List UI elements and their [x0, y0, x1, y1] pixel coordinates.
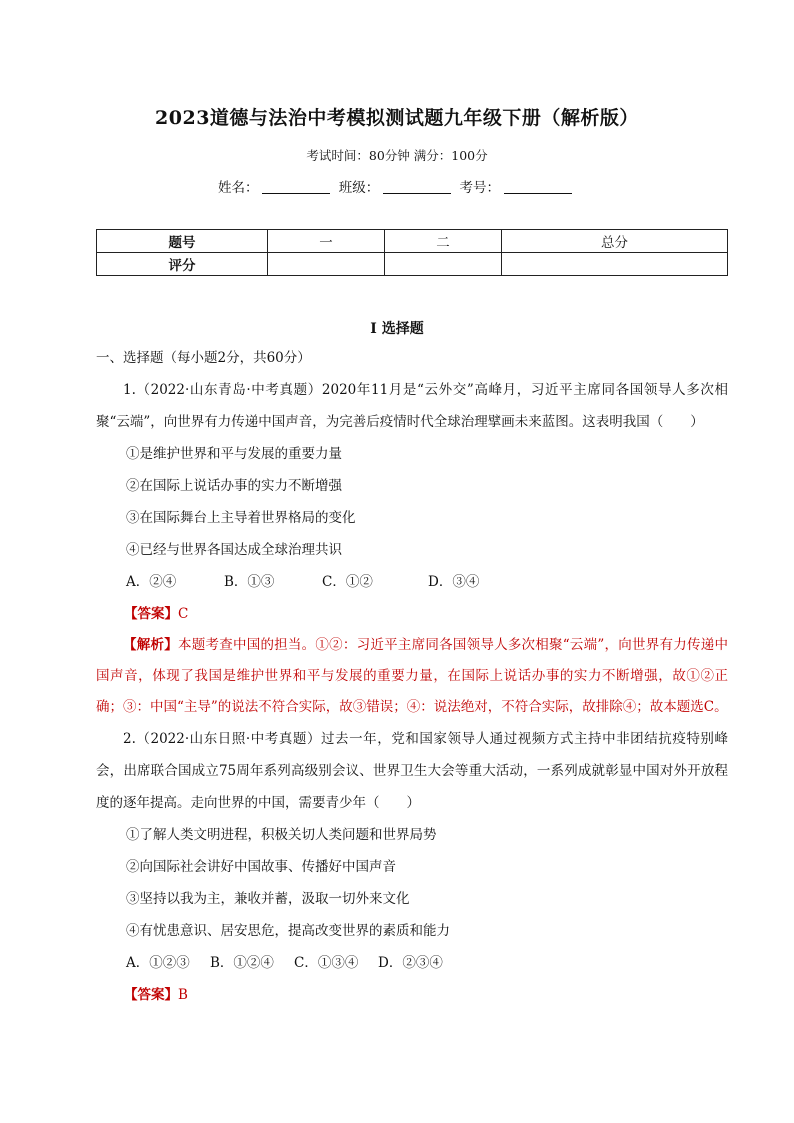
name-label: 姓名： [217, 180, 259, 196]
question-1-option: ①是维护世界和平与发展的重要力量 [126, 446, 342, 462]
score-cell-part-1: 一 [268, 230, 385, 253]
question-1-answer [96, 598, 728, 630]
section-title: I 选择题 [370, 321, 424, 337]
exam-info: 考试时间：80分钟 满分：100分 [306, 148, 488, 163]
section-subtitle: 一、选择题（每小题2分，共60分） [96, 350, 311, 366]
question-2-option: ④有忧患意识、居安思危，提高改变世界的素质和能力 [126, 923, 450, 939]
question-2-choices [96, 947, 728, 979]
number-blank [504, 180, 572, 194]
question-2-answer [96, 979, 728, 1011]
answer-value: C [178, 606, 189, 622]
class-label: 班级： [338, 180, 380, 196]
question-2-option: ①了解人类文明进程，积极关切人类问题和世界局势 [126, 827, 437, 843]
score-table-header-row [97, 230, 728, 253]
question-1-stem: 1.（2022·山东青岛·中考真题）2020年11月是“云外交”高峰月，习近平主席同各国领导人多次相聚“云端”，向世界有力传递中国声音，为完善后疫情时代全球治理擘画未来蓝图。这表明我国（ ） [96, 382, 728, 430]
score-cell-empty [385, 253, 502, 276]
class-blank [383, 180, 451, 194]
score-cell-score-label: 评分 [97, 253, 268, 276]
choice-a: A．②④ [126, 574, 177, 590]
score-table [96, 229, 728, 276]
score-cell-empty [502, 253, 728, 276]
choice-a: A．①②③ [126, 955, 190, 971]
analysis-tag: 【解析】 [123, 637, 178, 653]
choice-d: D．②③④ [378, 955, 443, 971]
score-cell-empty [268, 253, 385, 276]
name-blank [262, 180, 330, 194]
question-1-analysis [96, 630, 728, 723]
score-cell-question-no: 题号 [97, 230, 268, 253]
answer-tag: 【答案】 [124, 987, 178, 1003]
student-info-line [0, 176, 794, 196]
question-1-option: ④已经与世界各国达成全球治理共识 [126, 542, 342, 558]
question-1-choices [96, 566, 728, 598]
choice-c: C．①② [322, 574, 373, 590]
page-title: 2023道德与法治中考模拟测试题九年级下册（解析版） [155, 107, 639, 129]
score-cell-part-2: 二 [385, 230, 502, 253]
question-2-stem: 2.（2022·山东日照·中考真题）过去一年，党和国家领导人通过视频方式主持中非团结抗疫特别峰会，出席联合国成立75周年系列高级别会议、世界卫生大会等重大活动，一系列成就彰显中国对外开放程度的逐年提高。走向世界的中国，需要青少年（ ） [96, 731, 728, 811]
choice-b: B．①③ [224, 574, 275, 590]
question-2-option: ③坚持以我为主，兼收并蓄，汲取一切外来文化 [126, 891, 410, 907]
answer-value: B [178, 987, 188, 1003]
number-label: 考号： [459, 180, 501, 196]
question-list [96, 342, 728, 1011]
choice-c: C．①③④ [294, 955, 359, 971]
question-2-option: ②向国际社会讲好中国故事、传播好中国声音 [126, 859, 396, 875]
score-cell-total: 总分 [502, 230, 728, 253]
question-1-option: ②在国际上说话办事的实力不断增强 [126, 478, 342, 494]
choice-b: B．①②④ [210, 955, 274, 971]
question-1-option: ③在国际舞台上主导着世界格局的变化 [126, 510, 356, 526]
analysis-text: 本题考查中国的担当。①②：习近平主席同各国领导人多次相聚“云端”，向世界有力传递中国声音，体现了我国是维护世界和平与发展的重要力量，在国际上说话办事的实力不断增强，故①②正确；③：中国“主导”的说法不符合实际，故③错误；④：说法绝对，不符合实际，故排除④；故本题选C。 [96, 637, 729, 715]
answer-tag: 【答案】 [124, 606, 178, 622]
score-table-score-row [97, 253, 728, 276]
choice-d: D．③④ [428, 574, 480, 590]
